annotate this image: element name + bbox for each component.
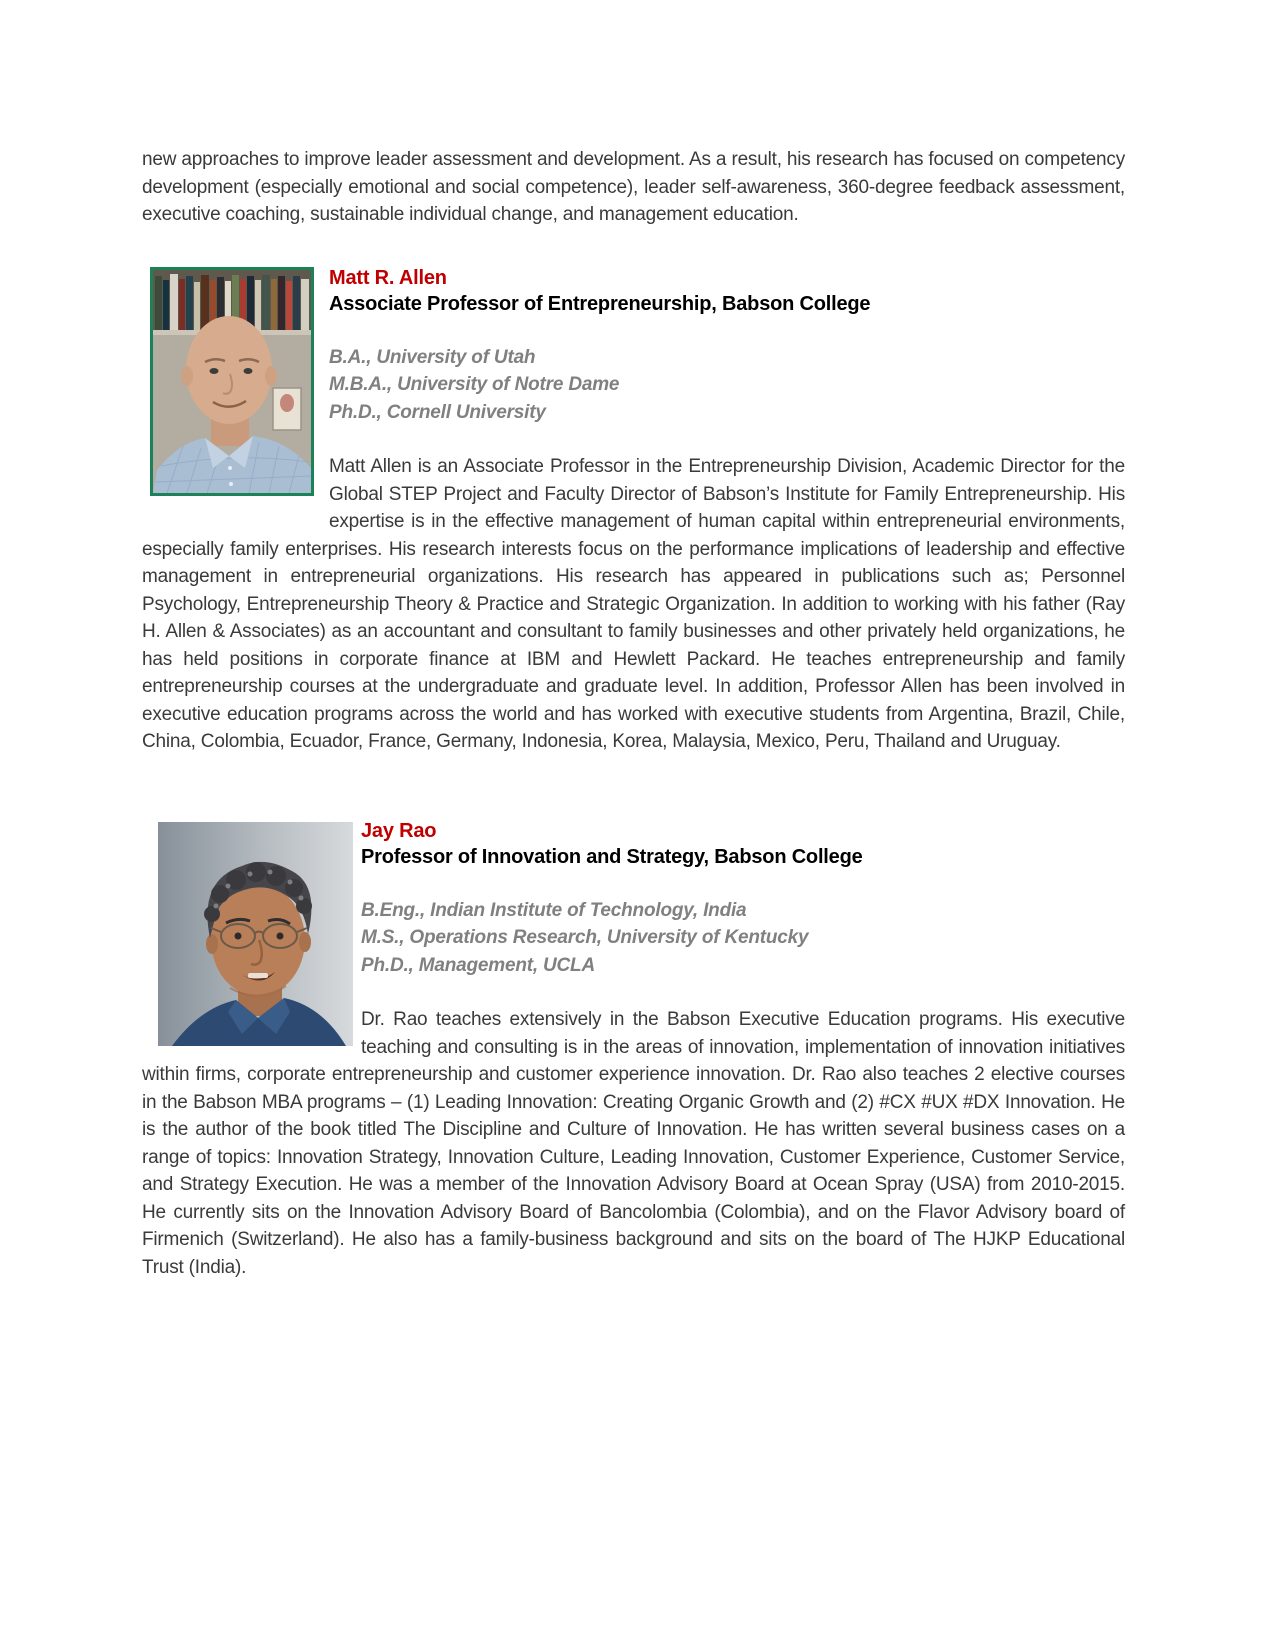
- faculty-name: Matt R. Allen: [329, 266, 447, 289]
- faculty-section-jay-rao: [142, 818, 1125, 1282]
- faculty-title: Professor of Innovation and Strategy, Babson College: [361, 845, 863, 868]
- jay-rao-portrait-graphic: [158, 822, 353, 1046]
- intro-paragraph: new approaches to improve leader assessment and development. As a result, his research has focused on competency development (especially emotional and social competence), leader self-awareness, 360-degree feedback assessment, executive coaching, sustainable individual change, and management education.: [142, 149, 1125, 225]
- degree-line: B.Eng., Indian Institute of Technology, India: [361, 899, 747, 921]
- faculty-section-matt-allen: [142, 265, 1125, 756]
- degree-line: M.B.A., University of Notre Dame: [329, 374, 620, 395]
- degree-line: B.A., University of Utah: [329, 346, 536, 368]
- faculty-bio-paragraph: Dr. Rao teaches extensively in the Babson Executive Education programs. His executive teaching and consulting is in the areas of innovation, implementation of innovation initiatives within firms, corporate entrepreneurship and customer experience innovation. Dr. Rao also teaches 2 elective courses in the Babson MBA programs – (1) Leading Innovation: Creating Organic Growth and (2) #CX #UX #DX Innovation. He is the author of the book titled The Discipline and Culture of Innovation. He has written several business cases on a range of topics: Innovation Strategy, Innovation Culture, Leading Innovation, Customer Experience, Customer Service, and Strategy Execution. He was a member of the Innovation Advisory Board at Ocean Spray (USA) from 2010-2015. He currently sits on the Innovation Advisory Board of Bancolombia (Colombia), and on the Flavor Advisory board of Firmenich (Switzerland). He also has a family-business background and sits on the board of The HJKP Educational Trust (India).: [142, 1009, 1125, 1278]
- faculty-name: Jay Rao: [361, 819, 437, 842]
- degree-line: Ph.D., Cornell University: [329, 401, 546, 423]
- matt-allen-photo: [150, 267, 314, 496]
- degree-line: M.S., Operations Research, University of Kentucky: [361, 927, 809, 948]
- faculty-bio-paragraph: Matt Allen is an Associate Professor in the Entrepreneurship Division, Academic Director for the Global STEP Project and Faculty Director of Babson’s Institute for Family Entrepreneurship. His expertise is in the effective management of human capital within entrepreneurial environments, especially family enterprises. His research interests focus on the performance implications of leadership and effective management in entrepreneurial organizations. His research has appeared in publications such as; Personnel Psychology, Entrepreneurship Theory & Practice and Strategic Organization. In addition to working with his father (Ray H. Allen & Associates) as an accountant and consultant to family businesses and other privately held organizations, he has held positions in corporate finance at IBM and Hewlett Packard. He teaches entrepreneurship and family entrepreneurship courses at the undergraduate and graduate level. In addition, Professor Allen has been involved in executive education programs across the world and has worked with executive students from Argentina, Brazil, Chile, China, Colombia, Ecuador, France, Germany, Indonesia, Korea, Malaysia, Mexico, Peru, Thailand and Uruguay.: [142, 456, 1125, 752]
- faculty-title: Associate Professor of Entrepreneurship, Babson College: [329, 292, 871, 315]
- degree-line: Ph.D., Management, UCLA: [361, 954, 595, 976]
- jay-rao-photo: [158, 822, 353, 1046]
- matt-allen-portrait-graphic: [153, 270, 311, 493]
